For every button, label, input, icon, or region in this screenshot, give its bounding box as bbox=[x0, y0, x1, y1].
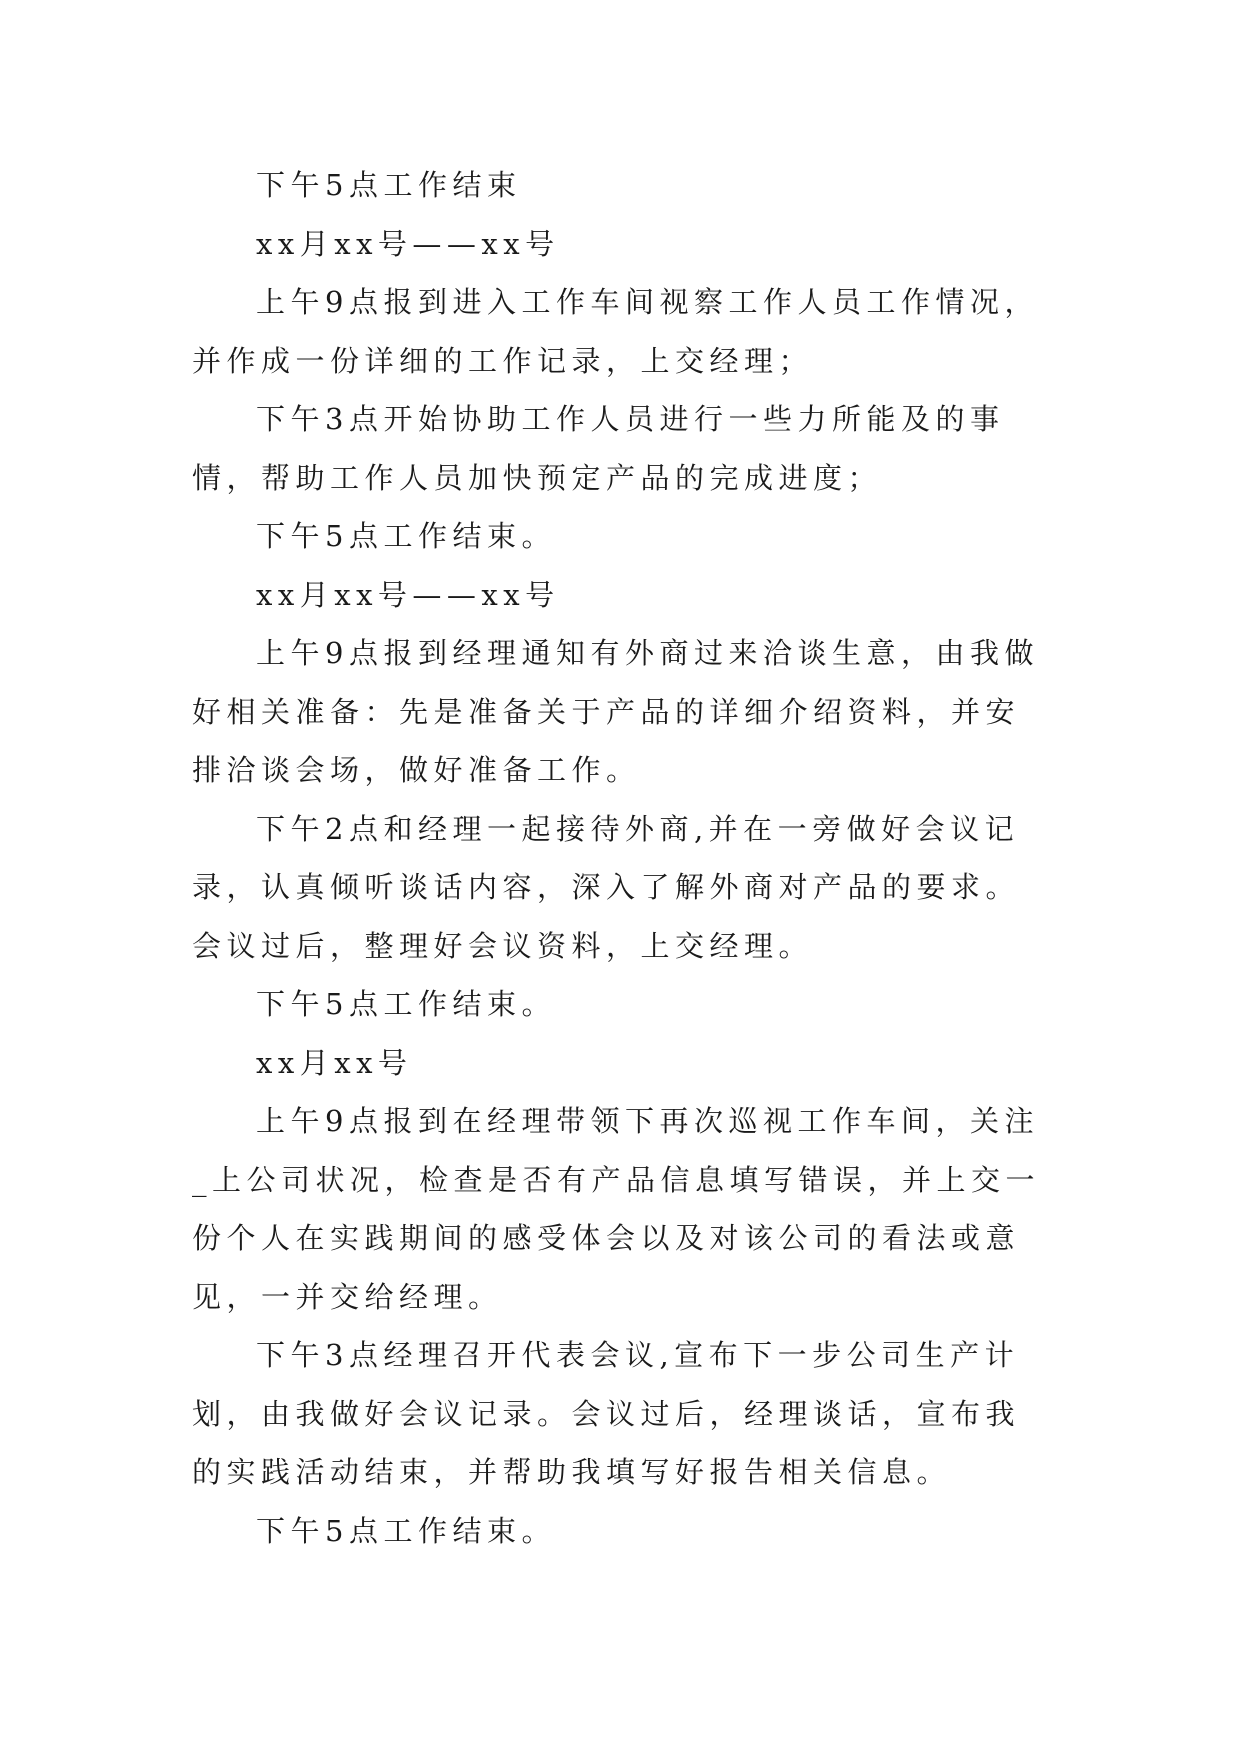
paragraph-date: xx月xx号 bbox=[256, 1045, 413, 1080]
paragraph-end-of-day: 下午5点工作结束。 bbox=[256, 1513, 556, 1548]
paragraph-date-range: xx月xx号——xx号 bbox=[256, 226, 560, 261]
paragraph-end-of-day: 下午5点工作结束。 bbox=[256, 987, 556, 1021]
paragraph-date-range: xx月xx号——xx号 bbox=[256, 577, 560, 612]
paragraph-morning-reinspection: 上午9点报到在经理带领下再次巡视工作车间，关注_上公司状况，检查是否有产品信息填写错误，并上交一份个人在实践期间的感受体会以及对该公司的看法或意见，一并交给经理。 bbox=[192, 1104, 1041, 1314]
document-body bbox=[192, 156, 1052, 1560]
paragraph-morning-workshop-inspection: 上午9点报到进入工作车间视察工作人员工作情况，并作成一份详细的工作记录，上交经理； bbox=[192, 285, 1039, 378]
paragraph-afternoon-receive-foreign-client: 下午2点和经理一起接待外商,并在一旁做好会议记录，认真倾听谈话内容，深入了解外商对产品的要求。会议过后，整理好会议资料，上交经理。 bbox=[192, 811, 1021, 963]
paragraph-morning-prepare-negotiation: 上午9点报到经理通知有外商过来洽谈生意，由我做好相关准备：先是准备关于产品的详细介绍资料，并安排洽谈会场，做好准备工作。 bbox=[192, 636, 1039, 787]
paragraph-end-of-day: 下午5点工作结束 bbox=[256, 168, 522, 202]
paragraph-end-of-day: 下午5点工作结束。 bbox=[256, 519, 556, 553]
paragraph-afternoon-representative-meeting: 下午3点经理召开代表会议,宣布下一步公司生产计划，由我做好会议记录。会议过后，经理谈话，宣布我的实践活动结束，并帮助我填写好报告相关信息。 bbox=[192, 1338, 1021, 1489]
paragraph-afternoon-assist-staff: 下午3点开始协助工作人员进行一些力所能及的事情，帮助工作人员加快预定产品的完成进度； bbox=[192, 402, 1005, 495]
